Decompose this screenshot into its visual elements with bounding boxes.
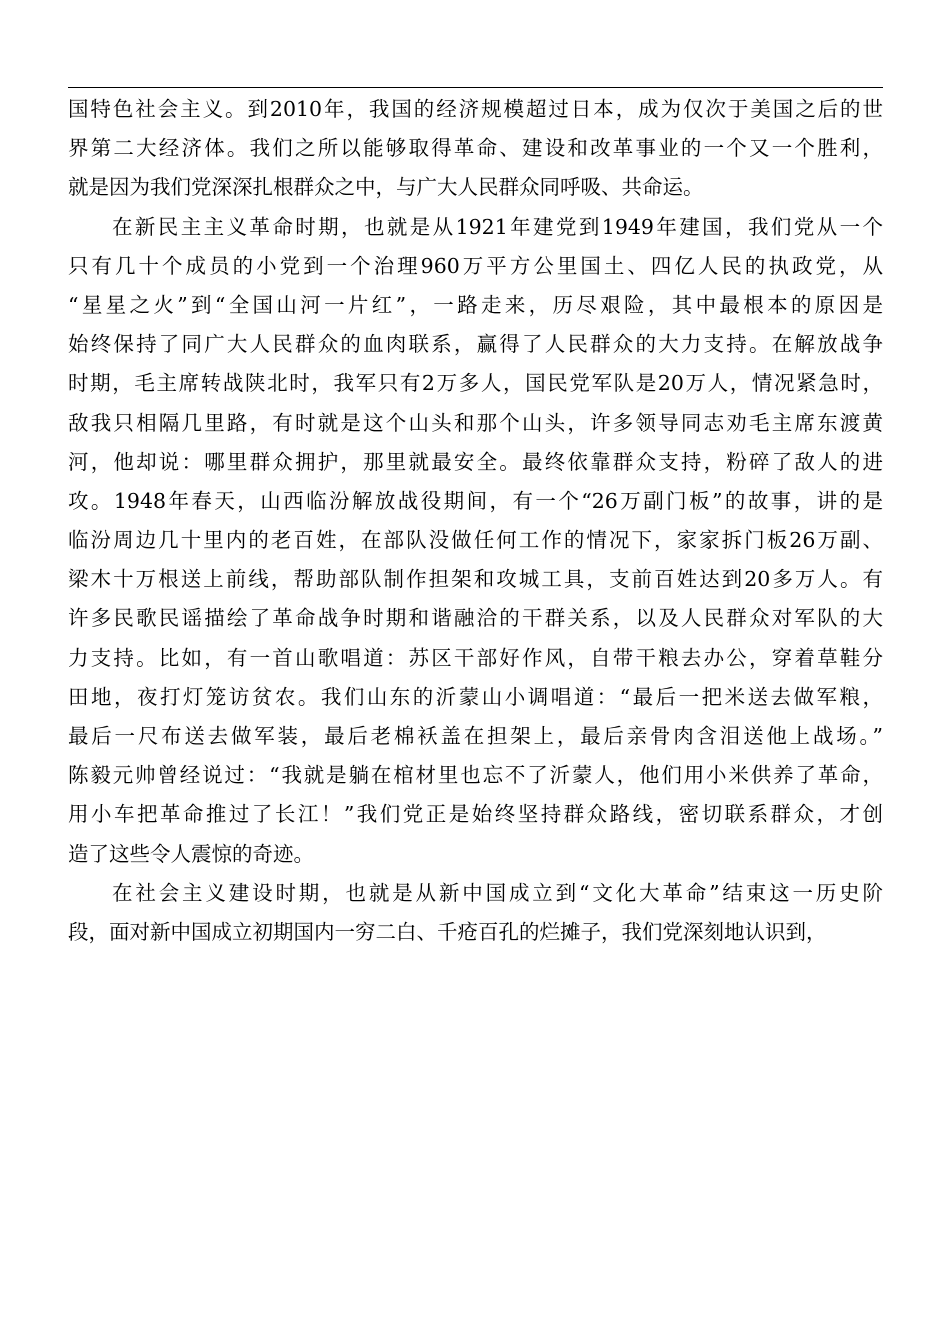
document-body [68, 90, 883, 952]
text-line: 梁木十万根送上前线，帮助部队制作担架和攻城工具，支前百姓达到20多万人。有 [68, 567, 883, 592]
paragraph [68, 90, 883, 208]
paragraph [68, 874, 883, 952]
text-line: 界第二大经济体。我们之所以能够取得革命、建设和改革事业的一个又一个胜利， [68, 136, 883, 161]
text-line: 力支持。比如，有一首山歌唱道：苏区干部好作风，自带干粮去办公，穿着草鞋分 [68, 645, 883, 670]
text-line: 就是因为我们党深深扎根群众之中，与广大人民群众同呼吸、共命运。 [68, 175, 704, 200]
paragraph [68, 208, 883, 874]
text-line: 陈毅元帅曾经说过：“我就是躺在棺材里也忘不了沂蒙人，他们用小米供养了革命， [68, 763, 883, 788]
text-line: 在新民主主义革命时期，也就是从1921年建党到1949年建国，我们党从一个 [112, 214, 883, 239]
header-rule [68, 87, 883, 88]
text-line: 用小车把革命推过了长江！”我们党正是始终坚持群众路线，密切联系群众，才创 [68, 802, 883, 827]
text-line: 造了这些令人震惊的奇迹。 [68, 841, 314, 866]
text-line: 最后一尺布送去做军装，最后老棉袄盖在担架上，最后亲骨肉含泪送他上战场。” [68, 724, 883, 748]
text-line: 时期，毛主席转战陕北时，我军只有2万多人，国民党军队是20万人，情况紧急时， [68, 371, 883, 396]
text-line: 许多民歌民谣描绘了革命战争时期和谐融洽的干群关系，以及人民群众对军队的大 [68, 606, 883, 631]
text-line: 河，他却说：哪里群众拥护，那里就最安全。最终依靠群众支持，粉碎了敌人的进 [68, 449, 883, 474]
text-line: 攻。1948年春天，山西临汾解放战役期间，有一个“26万副门板”的故事，讲的是 [68, 488, 883, 513]
text-line: 国特色社会主义。到2010年，我国的经济规模超过日本，成为仅次于美国之后的世 [68, 97, 883, 121]
text-line: “星星之火”到“全国山河一片红”，一路走来，历尽艰险，其中最根本的原因是 [68, 292, 883, 317]
text-line: 始终保持了同广大人民群众的血肉联系，赢得了人民群众的大力支持。在解放战争 [68, 332, 883, 357]
text-line: 只有几十个成员的小党到一个治理960万平方公里国土、四亿人民的执政党，从 [68, 253, 883, 278]
text-line: 在社会主义建设时期，也就是从新中国成立到“文化大革命”结束这一历史阶 [112, 880, 883, 905]
text-line: 临汾周边几十里内的老百姓，在部队没做任何工作的情况下，家家拆门板26万副、 [68, 528, 883, 553]
text-line: 田地，夜打灯笼访贫农。我们山东的沂蒙山小调唱道：“最后一把米送去做军粮， [68, 684, 883, 709]
text-line: 敌我只相隔几里路，有时就是这个山头和那个山头，许多领导同志劝毛主席东渡黄 [68, 410, 883, 435]
text-line: 段，面对新中国成立初期国内一穷二白、千疮百孔的烂摊子，我们党深刻地认识到， [68, 919, 827, 944]
